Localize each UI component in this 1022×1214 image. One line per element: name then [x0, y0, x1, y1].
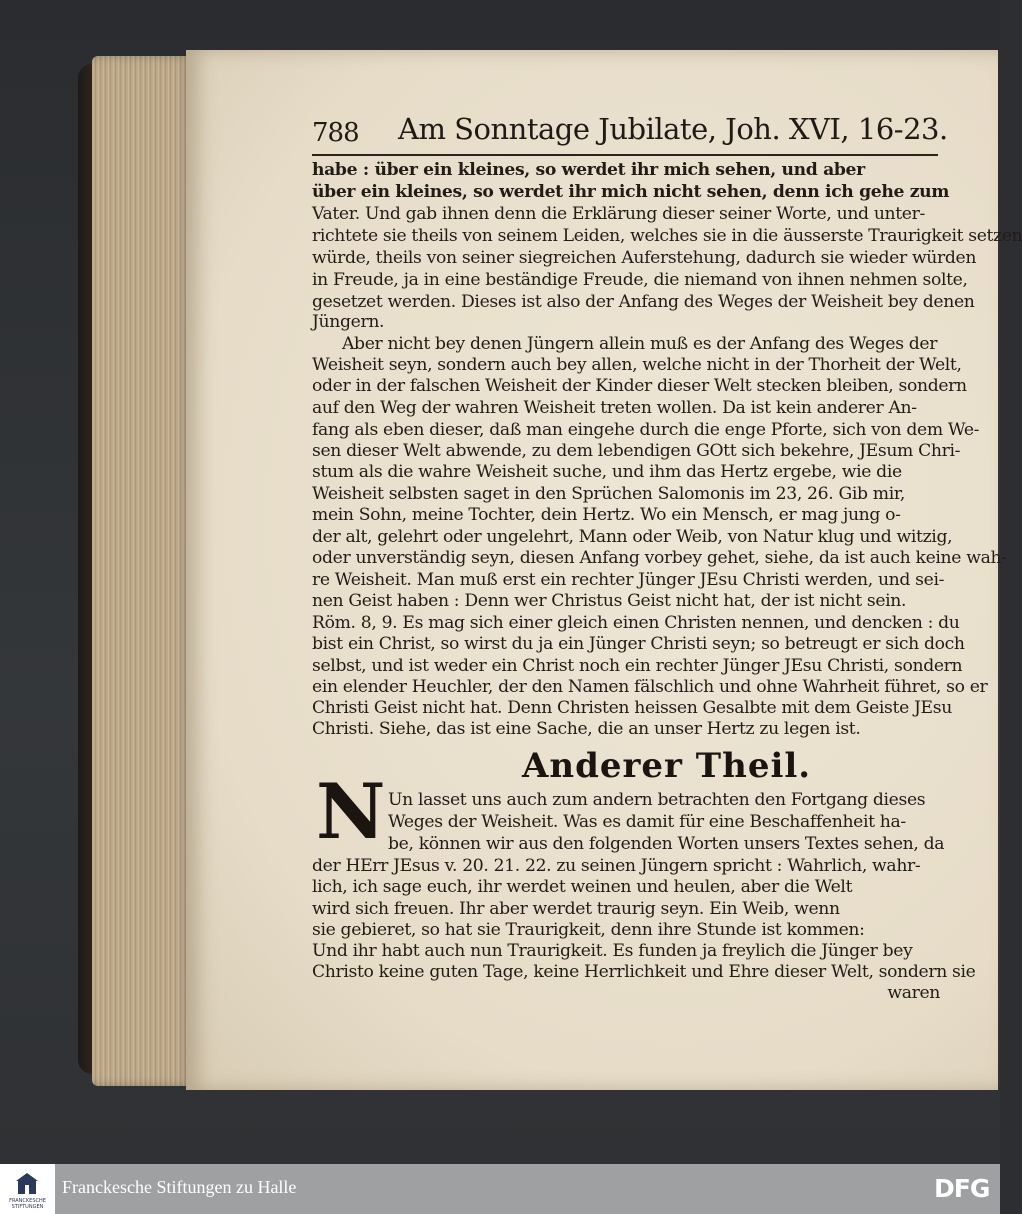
institution-name[interactable]: Franckesche Stiftungen zu Halle [62, 1177, 297, 1197]
section-heading: Anderer Theil. [522, 746, 812, 786]
text-line: stum als die wahre Weisheit suche, und ihm das Hertz ergebe, wie die [312, 462, 902, 482]
text-line: oder in der falschen Weisheit der Kinder dieser Welt stecken bleiben, sondern [312, 376, 967, 396]
header-rule [312, 154, 938, 156]
text-line: be, können wir aus den folgenden Worten unsers Textes sehen, da [388, 834, 945, 854]
institution-logo[interactable] [0, 1164, 55, 1214]
text-line: der alt, gelehrt oder ungelehrt, Mann oder Weib, von Natur klug und witzig, [312, 527, 953, 547]
text-line: re Weisheit. Man muß erst ein rechter Jünger JEsu Christi werden, und sei- [312, 570, 945, 590]
page-edges [92, 56, 192, 1086]
text-line: Weisheit seyn, sondern auch bey allen, welche nicht in der Thorheit der Welt, [312, 355, 962, 375]
text-line: Aber nicht bey denen Jüngern allein muß es der Anfang des Weges der [342, 334, 938, 354]
text-line: Und ihr habt auch nun Traurigkeit. Es funden ja freylich die Jünger bey [312, 941, 913, 961]
text-line: lich, ich sage euch, ihr werdet weinen und heulen, aber die Welt [312, 877, 853, 897]
text-line: gesetzet werden. Dieses ist also der Anfang des Weges der Weisheit bey denen [312, 292, 975, 312]
dfg-logo[interactable]: DFG [934, 1174, 990, 1203]
catchword: waren [887, 983, 940, 1003]
running-title: Am Sonntage Jubilate, Joh. XVI, 16-23. [398, 112, 948, 146]
footer-bar [0, 1164, 1000, 1214]
text-line: fang als eben dieser, daß man eingehe durch die enge Pforte, sich von dem We- [312, 420, 980, 440]
text-line: wird sich freuen. Ihr aber werdet traurig seyn. Ein Weib, wenn [312, 899, 840, 919]
text-line: nen Geist haben : Denn wer Christus Geist nicht hat, der ist nicht sein. [312, 591, 907, 611]
text-line: Un lasset uns auch zum andern betrachten den Fortgang dieses [388, 790, 926, 810]
text-line: Weges der Weisheit. Was es damit für eine Beschaffenheit ha- [388, 812, 906, 832]
text-line: Christi. Siehe, das ist eine Sache, die an unser Hertz zu legen ist. [312, 719, 861, 739]
text-line: selbst, und ist weder ein Christ noch ein rechter Jünger JEsu Christi, sondern [312, 656, 963, 676]
building-icon [14, 1170, 40, 1196]
text-line: in Freude, ja in eine beständige Freude, die niemand von ihnen nehmen solte, [312, 270, 968, 290]
text-line: Christo keine guten Tage, keine Herrlichkeit und Ehre dieser Welt, sondern sie [312, 962, 976, 982]
page-header [312, 112, 948, 156]
text-line: würde, theils von seiner siegreichen Auferstehung, dadurch sie wieder würden [312, 248, 977, 268]
text-line: sen dieser Welt abwende, zu dem lebendigen GOtt sich bekehre, JEsum Chri- [312, 441, 961, 461]
text-line: richtete sie theils von seinem Leiden, welches sie in die äusserste Traurigkeit setzen [312, 226, 1022, 246]
text-line: Vater. Und gab ihnen denn die Erklärung dieser seiner Worte, und unter- [312, 204, 925, 224]
text-line: habe : über ein kleines, so werdet ihr mich sehen, und aber [312, 160, 865, 180]
page-number: 788 [312, 118, 359, 148]
text-line: über ein kleines, so werdet ihr mich nicht sehen, denn ich gehe zum [312, 182, 950, 202]
text-line: Weisheit selbsten saget in den Sprüchen Salomonis im 23, 26. Gib mir, [312, 484, 905, 504]
text-line: oder unverständig seyn, diesen Anfang vorbey gehet, siehe, da ist auch keine wah- [312, 548, 1007, 568]
text-line: mein Sohn, meine Tochter, dein Hertz. Wo ein Mensch, er mag jung o- [312, 505, 901, 525]
logo-text: FRANCKESCHE STIFTUNGEN [9, 1198, 46, 1210]
text-line: der HErr JEsus v. 20. 21. 22. zu seinen Jüngern spricht : Wahrlich, wahr- [312, 856, 921, 876]
text-line: auf den Weg der wahren Weisheit treten wollen. Da ist kein anderer An- [312, 398, 917, 418]
text-line: sie gebieret, so hat sie Traurigkeit, denn ihre Stunde ist kommen: [312, 920, 865, 940]
text-line: Röm. 8, 9. Es mag sich einer gleich einen Christen nennen, und dencken : du [312, 613, 960, 633]
drop-cap: N [316, 767, 386, 856]
text-line: bist ein Christ, so wirst du ja ein Jünger Christi seyn; so betreugt er sich doch [312, 634, 965, 654]
text-line: Christi Geist nicht hat. Denn Christen heissen Gesalbte mit dem Geiste JEsu [312, 698, 952, 718]
text-line: ein elender Heuchler, der den Namen fälschlich und ohne Wahrheit führet, so er [312, 677, 988, 697]
text-line: Jüngern. [312, 312, 385, 332]
